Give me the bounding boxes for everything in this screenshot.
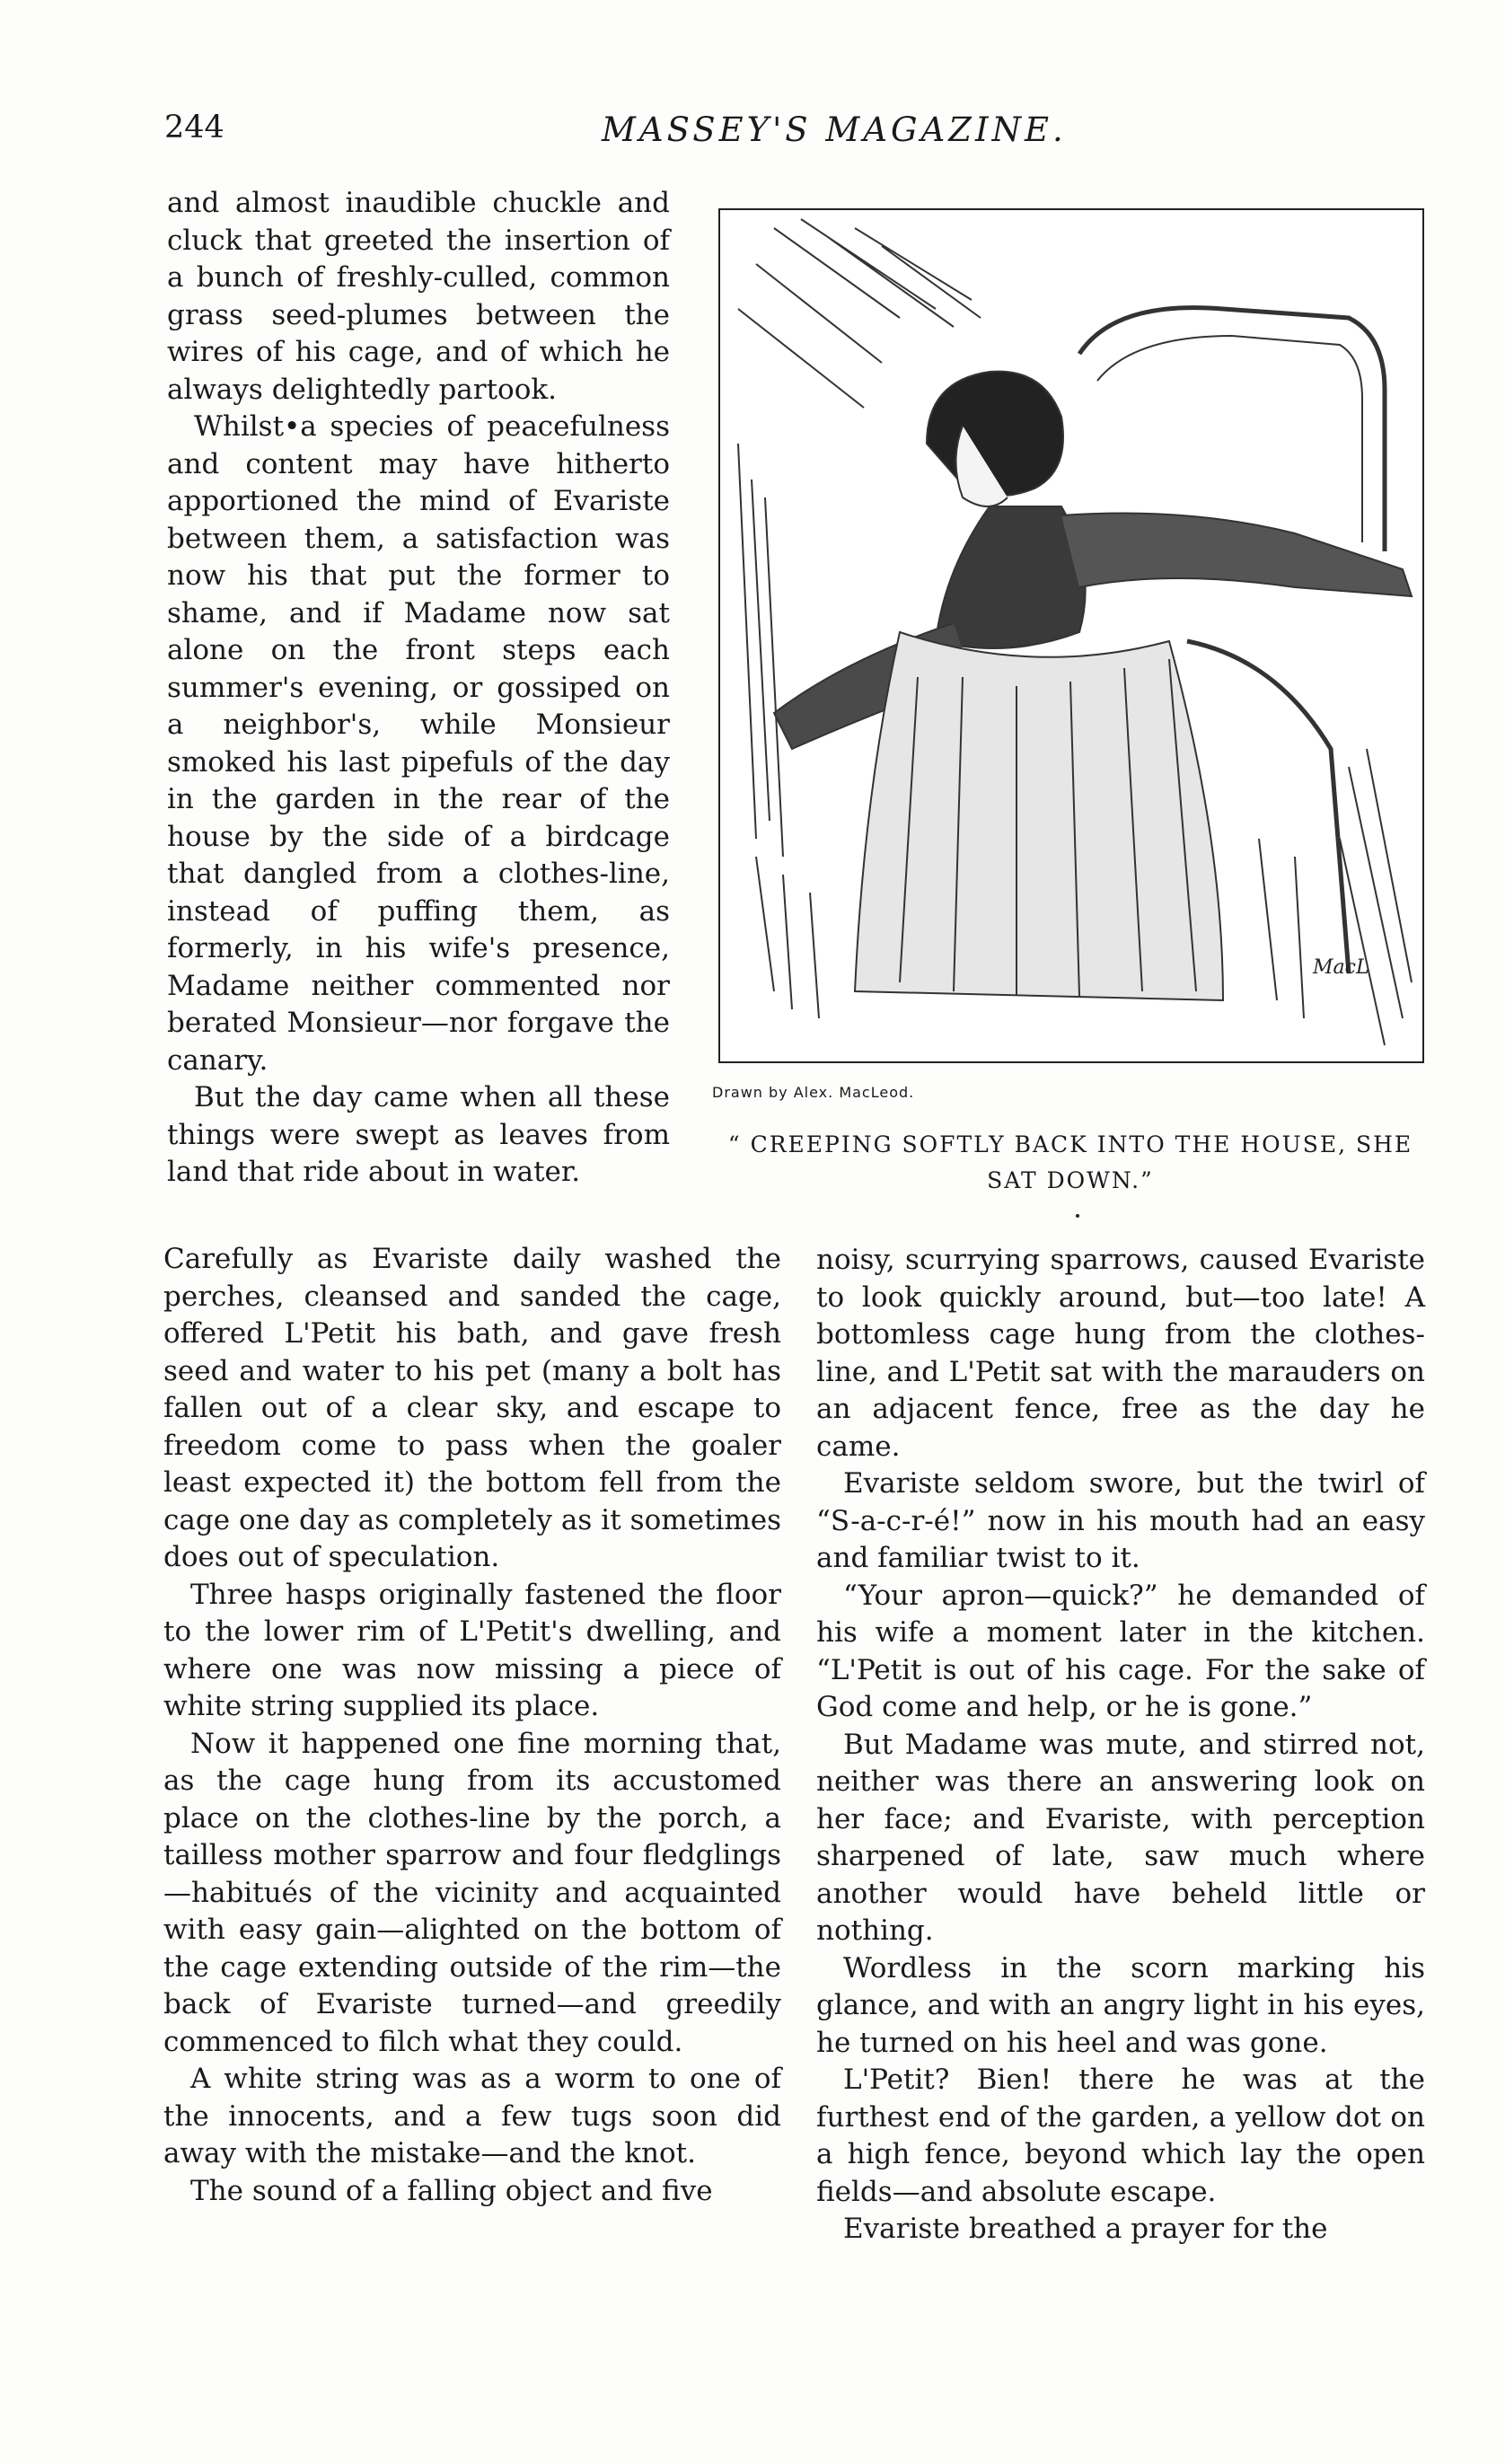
paragraph: Whilst•a species of peacefulness and content may have hitherto apportioned the mind of Evariste between them, a satisfaction was now his that put the former to shame, and if Madame now sat alone on the front steps each summer's evening, or gossiped on a neighbor's, while Monsieur smoked his last pipefuls of the day in the garden in the rear of the house by the side of a birdcage that dangled from a clothes-line, instead of puffing them, as formerly, in his wife's presence, Madame neither commented nor berated Monsieur—nor forgave the canary. <box>167 410 670 1077</box>
page-number: 244 <box>164 110 224 145</box>
paragraph: The sound of a falling object and five <box>190 2174 713 2207</box>
woman-in-chair-drawing <box>720 210 1422 1061</box>
paragraph: “Your apron—quick?” he demanded of his wife a moment later in the kitchen. “L'Petit is out of his cage. For the sake of God come and help, or he is gone.” <box>816 1579 1425 1723</box>
print-speck <box>1076 1214 1079 1218</box>
artist-signature: MacL <box>1313 956 1369 979</box>
column-left-top <box>167 185 670 1192</box>
paragraph: A white string was as a worm to one of the innocents, and a few tugs soon did away with the mistake—and the knot. <box>163 2063 781 2169</box>
illustration-credit: Drawn by Alex. MacLeod. <box>712 1084 915 1101</box>
paragraph: Wordless in the scorn marking his glance, and with an angry light in his eyes, he turned on his heel and was gone. <box>816 1951 1425 2059</box>
paragraph: Evariste seldom swore, but the twirl of “S-a-c-r-é!” now in his mouth had an easy and familiar twist to it. <box>816 1467 1425 1574</box>
column-right <box>816 1242 1425 2248</box>
paragraph: Evariste breathed a prayer for the <box>843 2213 1328 2245</box>
paragraph: Now it happened one fine morning that, as the cage hung from its accustomed place on the clothes-line by the porch, a tailless mother sparrow and four fledglings—habitués of the vicinity and acquainted with easy gain—alighted on the bottom of the cage extending outside of the rim—the back of Evariste turned—and greedily commenced to filch what they could. <box>163 1727 781 2058</box>
paragraph: Three hasps originally fastened the floor to the lower rim of L'Petit's dwelling, and where one was now missing a piece of white string supplied its place. <box>163 1578 781 1722</box>
illustration <box>718 208 1424 1063</box>
paragraph: Carefully as Evariste daily washed the perches, cleansed and sanded the cage, offered L'Petit his bath, and gave fresh seed and water to his pet (many a bolt has fallen out of a clear sky, and escape to freedom come to pass when the goaler least expected it) the bottom fell from the cage one day as completely as it sometimes does out of speculation. <box>163 1243 781 1573</box>
paragraph: But the day came when all these things were swept as leaves from land that ride about in water. <box>167 1081 670 1188</box>
running-title: MASSEY'S MAGAZINE. <box>602 110 1067 149</box>
column-left-bottom <box>163 1241 781 2210</box>
paragraph: and almost inaudible chuckle and cluck that greeted the insertion of a bunch of freshly-culled, common grass seed-plumes between the wires of his cage, and of which he always delightedly partook. <box>167 187 670 406</box>
illustration-caption: “ CREEPING SOFTLY BACK INTO THE HOUSE, SHE SAT DOWN.” <box>727 1131 1413 1193</box>
paragraph: noisy, scurrying sparrows, caused Evariste to look quickly around, but—too late! A bottomless cage hung from the clothes-line, and L'Petit sat with the marauders on an adjacent fence, free as the day he came. <box>816 1244 1425 1463</box>
paragraph: But Madame was mute, and stirred not, neither was there an answering look on her face; and Evariste, with perception sharpened of late, saw much where another would have beheld little or nothing. <box>816 1728 1425 1947</box>
paragraph: L'Petit? Bien! there he was at the furthest end of the garden, a yellow dot on a high fence, beyond which lay the open fields—and absolute escape. <box>816 2064 1425 2208</box>
